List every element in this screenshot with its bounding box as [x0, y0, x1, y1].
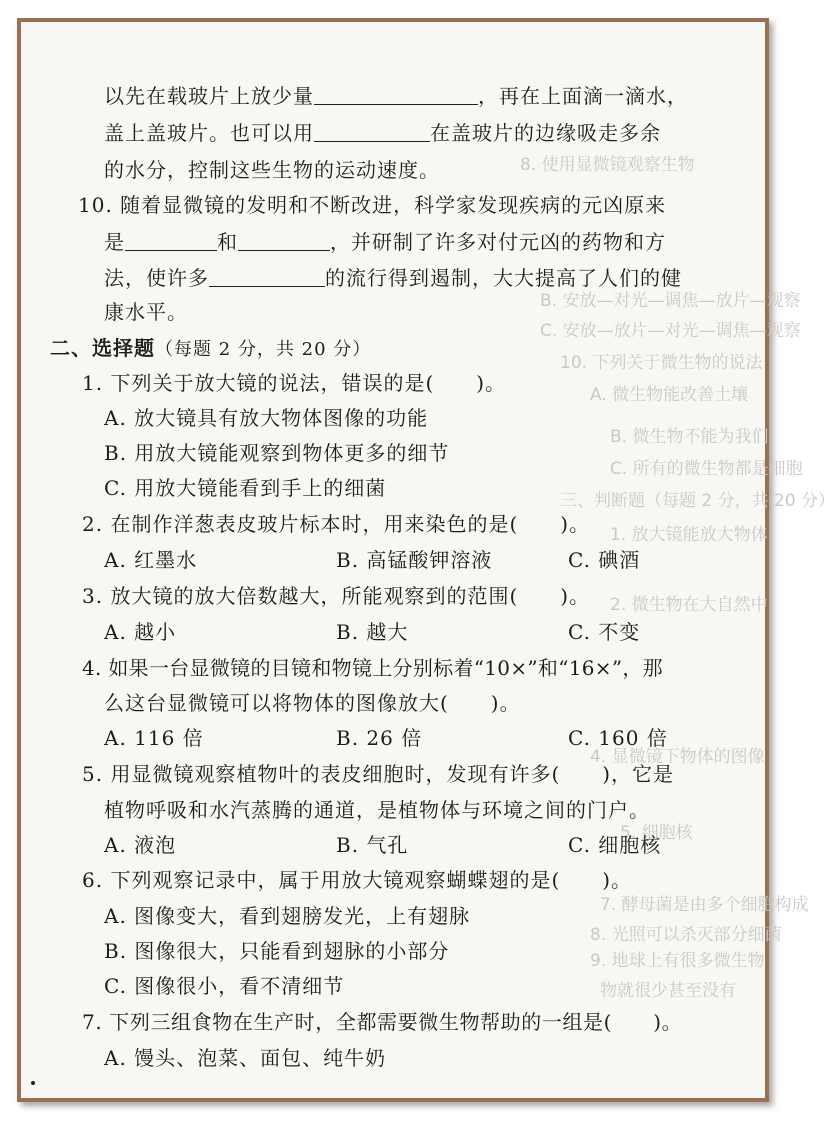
q3-option-b[interactable]: B. 越大 [336, 620, 409, 644]
ghost-text: A. 微生物能改善土壤 [590, 385, 749, 405]
section-2-title: 二、选择题 [50, 336, 155, 360]
q2-stem: 2. 在制作洋葱表皮玻片标本时，用来染色的是( )。 [82, 512, 591, 536]
q9-line-3: 的水分，控制这些生物的运动速度。 [104, 158, 440, 182]
ghost-text: 10. 下列关于微生物的说法 [560, 353, 763, 373]
ghost-text: B. 安放—对光—调焦—放片—观察 [540, 291, 801, 311]
q4-option-b[interactable]: B. 26 倍 [336, 726, 423, 750]
q2-option-a[interactable]: A. 红墨水 [104, 548, 198, 572]
q1-stem: 1. 下列关于放大镜的说法，错误的是( )。 [82, 371, 507, 395]
q2-option-c[interactable]: C. 碘酒 [568, 548, 641, 572]
q6-option-c[interactable]: C. 图像很小，看不清细节 [104, 974, 345, 998]
q6-option-a[interactable]: A. 图像变大，看到翅膀发光，上有翅脉 [104, 904, 471, 928]
q10-line-2-mid: 和 [217, 230, 238, 254]
q2-option-b[interactable]: B. 高锰酸钾溶液 [336, 548, 493, 572]
q10-line-3 [104, 262, 682, 291]
q3-option-a[interactable]: A. 越小 [104, 620, 177, 644]
q9-line-2 [104, 117, 661, 146]
ghost-text: 5. 细胞核 [620, 823, 693, 843]
ghost-text: 4. 显微镜下物体的图像 [590, 747, 765, 767]
q1-option-b[interactable]: B. 用放大镜能观察到物体更多的细节 [104, 441, 450, 465]
ghost-text: 物就很少甚至没有 [600, 981, 736, 1001]
ghost-text: 三、判断题（每题 2 分，共 20 分） [560, 491, 835, 511]
q5-stem-line-1: 5. 用显微镜观察植物叶的表皮细胞时，发现有许多( )，它是 [82, 762, 675, 786]
q10-line-4: 康水平。 [104, 300, 188, 324]
ghost-text: C. 所有的微生物都是细胞 [610, 459, 803, 479]
q9-line-1 [104, 80, 688, 109]
q1-option-c[interactable]: C. 用放大镜能看到手上的细菌 [104, 476, 387, 500]
q5-option-a[interactable]: A. 液泡 [104, 833, 177, 857]
q3-option-c[interactable]: C. 不变 [568, 620, 641, 644]
q6-option-b[interactable]: B. 图像很大，只能看到翅脉的小部分 [104, 939, 450, 963]
q9-blank-1[interactable] [314, 84, 478, 105]
q10-line-1: 10. 随着显微镜的发明和不断改进，科学家发现疾病的元凶原来 [78, 193, 667, 217]
ghost-text: 1. 放大镜能放大物体 [610, 525, 768, 545]
ghost-text: 7. 酵母菌是由多个细胞构成 [600, 895, 809, 915]
section-2-note: （每题 2 分，共 20 分） [155, 339, 372, 360]
q10-line-2 [104, 226, 666, 255]
q10-line-2-before: 是 [104, 230, 125, 254]
q5-option-b[interactable]: B. 气孔 [336, 833, 409, 857]
q3-stem: 3. 放大镜的放大倍数越大，所能观察到的范围( )。 [82, 584, 591, 608]
section-2-heading [50, 332, 371, 361]
ghost-text: B. 微生物不能为我们 [610, 427, 769, 447]
q4-option-a[interactable]: A. 116 倍 [104, 726, 204, 750]
q9-line-1-after: ，再在上面滴一滴水， [478, 84, 688, 108]
q10-line-2-after: ，并研制了许多对付元凶的药物和方 [330, 230, 666, 254]
q10-blank-1[interactable] [125, 230, 217, 251]
q9-line-2-before: 盖上盖玻片。也可以用 [104, 121, 314, 145]
q10-line-3-before: 法，使许多 [104, 266, 209, 290]
margin-dot [31, 1081, 35, 1085]
q4-stem-line-2: 么这台显微镜可以将物体的图像放大( )。 [104, 691, 521, 715]
q10-blank-2[interactable] [238, 230, 330, 251]
ghost-text: 9. 地球上有很多微生物 [590, 951, 765, 971]
q10-blank-3[interactable] [209, 266, 325, 287]
q7-stem: 7. 下列三组食物在生产时，全都需要微生物帮助的一组是( )。 [82, 1010, 683, 1034]
ghost-text: C. 安放—放片—对光—调焦—观察 [540, 321, 801, 341]
q1-option-a[interactable]: A. 放大镜具有放大物体图像的功能 [104, 406, 429, 430]
ghost-text: 8. 光照可以杀灭部分细菌 [590, 925, 782, 945]
q6-stem: 6. 下列观察记录中，属于用放大镜观察蝴蝶翅的是( )。 [82, 868, 633, 892]
q4-option-c[interactable]: C. 160 倍 [568, 726, 668, 750]
ghost-text: 2. 微生物在大自然中 [610, 595, 768, 615]
q9-line-1-before: 以先在载玻片上放少量 [104, 84, 314, 108]
ghost-text: 8. 使用显微镜观察生物 [520, 155, 695, 175]
q4-stem-line-1: 4. 如果一台显微镜的目镜和物镜上分别标着“10×”和“16×”，那 [82, 656, 663, 680]
q7-option-a[interactable]: A. 馒头、泡菜、面包、纯牛奶 [104, 1046, 387, 1070]
q5-option-c[interactable]: C. 细胞核 [568, 833, 662, 857]
q9-blank-2[interactable] [314, 121, 430, 142]
q9-line-2-after: 在盖玻片的边缘吸走多余 [430, 121, 661, 145]
q5-stem-line-2: 植物呼吸和水汽蒸腾的通道，是植物体与环境之间的门户。 [104, 798, 650, 822]
q10-line-3-after: 的流行得到遏制，大大提高了人们的健 [325, 266, 682, 290]
